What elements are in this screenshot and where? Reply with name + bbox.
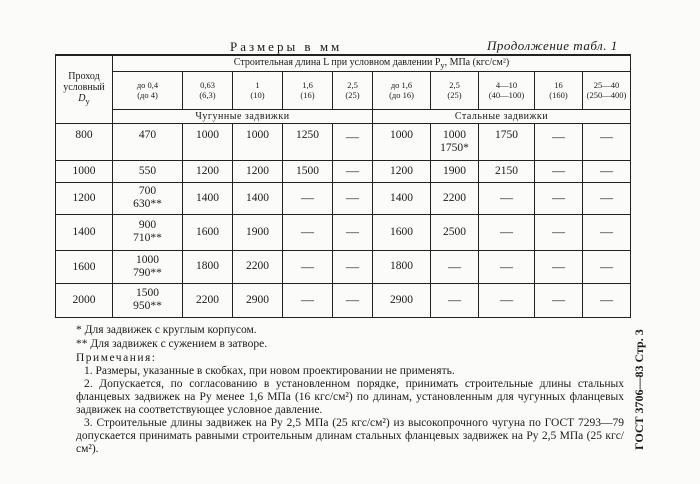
passage-cell: 1000 — [56, 160, 113, 182]
notes-title: Примечания: — [76, 352, 157, 364]
footnote-1: * Для задвижек с круглым корпусом. — [76, 324, 257, 336]
length-cell: 1750 — [479, 123, 535, 160]
length-cell: 1400 — [183, 182, 233, 214]
length-cell: — — [283, 182, 333, 214]
length-cell: — — [479, 250, 535, 283]
length-cell: — — [333, 182, 373, 214]
pressure-column-header: до 1,6 (до 16) — [373, 71, 431, 109]
length-cell: — — [333, 160, 373, 182]
length-cell: 1000 — [233, 123, 283, 160]
passage-cell: 2000 — [56, 283, 113, 317]
length-cell: 2500 — [431, 214, 479, 250]
length-cell: 1500 950** — [113, 283, 183, 317]
pressure-column-header: 2,5 (25) — [333, 71, 373, 109]
length-cell: 1000 1750* — [431, 123, 479, 160]
length-cell: 1600 — [183, 214, 233, 250]
length-header: Строительная длина L при условном давлении $P_у$, МПа (кгс/см²) — [113, 55, 631, 71]
passage-header: Проход условный $D_у$ — [56, 55, 113, 123]
length-cell: 1600 — [373, 214, 431, 250]
length-cell: 900 710** — [113, 214, 183, 250]
length-cell: 2200 — [183, 283, 233, 317]
pressure-column-header: 1 (10) — [233, 71, 283, 109]
length-cell: — — [333, 214, 373, 250]
length-cell: 1000 790** — [113, 250, 183, 283]
length-cell: — — [535, 214, 583, 250]
length-cell: — — [583, 250, 631, 283]
length-cell: 1800 — [183, 250, 233, 283]
length-cell: 470 — [113, 123, 183, 160]
length-cell: — — [535, 250, 583, 283]
length-cell: 2200 — [233, 250, 283, 283]
pressure-column-header: 0,63 (6,3) — [183, 71, 233, 109]
note-1: 1. Размеры, указанные в скобках, при новом проектировании не применять. — [84, 365, 455, 377]
lengths-table — [55, 54, 631, 318]
length-cell: — — [283, 214, 333, 250]
length-cell: — — [333, 250, 373, 283]
dimensions-caption: Размеры в мм — [230, 39, 343, 54]
length-cell: 2900 — [373, 283, 431, 317]
table-row — [56, 123, 631, 160]
passage-cell: 1400 — [56, 214, 113, 250]
table-row — [56, 160, 631, 182]
length-cell: 1000 — [183, 123, 233, 160]
length-cell: 1200 — [373, 160, 431, 182]
pressure-header-row — [56, 71, 631, 109]
table-row — [56, 250, 631, 283]
pressure-column-header: 1,6 (16) — [283, 71, 333, 109]
table-row — [56, 283, 631, 317]
length-cell: 550 — [113, 160, 183, 182]
standard-page-stamp: ГОСТ 3706—83 Стр. 3 — [632, 329, 646, 450]
pressure-column-header: до 0,4 (до 4) — [113, 71, 183, 109]
length-cell: 1400 — [373, 182, 431, 214]
length-cell: 1500 — [283, 160, 333, 182]
length-cell: — — [479, 182, 535, 214]
length-cell: 2900 — [233, 283, 283, 317]
length-cell: — — [583, 283, 631, 317]
length-cell: 1400 — [233, 182, 283, 214]
length-cell: — — [535, 283, 583, 317]
length-cell: 1250 — [283, 123, 333, 160]
passage-cell: 800 — [56, 123, 113, 160]
cast-iron-group: Чугунные задвижки — [113, 109, 373, 123]
notes — [76, 352, 624, 456]
length-cell: — — [583, 160, 631, 182]
table-continuation-caption: Продолжение табл. 1 — [487, 38, 618, 53]
length-cell: — — [479, 214, 535, 250]
pressure-column-header: 2,5 (25) — [431, 71, 479, 109]
length-cell: — — [431, 283, 479, 317]
length-cell: — — [283, 250, 333, 283]
length-cell: — — [535, 123, 583, 160]
length-cell: — — [535, 182, 583, 214]
table-row — [56, 214, 631, 250]
footnote-2: ** Для задвижек с сужением в затворе. — [76, 338, 268, 350]
length-cell: 1900 — [431, 160, 479, 182]
length-cell: 2150 — [479, 160, 535, 182]
length-cell: — — [583, 123, 631, 160]
pressure-column-header: 25—40 (250—400) — [583, 71, 631, 109]
length-cell: 1000 — [373, 123, 431, 160]
length-cell: 1800 — [373, 250, 431, 283]
length-cell: — — [283, 283, 333, 317]
length-cell: 1200 — [183, 160, 233, 182]
passage-cell: 1200 — [56, 182, 113, 214]
steel-group: Стальные задвижки — [373, 109, 631, 123]
length-cell: — — [583, 214, 631, 250]
length-cell: — — [479, 283, 535, 317]
pressure-column-header: 16 (160) — [535, 71, 583, 109]
length-cell: 1200 — [233, 160, 283, 182]
length-cell: — — [583, 182, 631, 214]
length-cell: — — [333, 283, 373, 317]
table-row — [56, 182, 631, 214]
note-2: 2. Допускается, по согласованию в установленном порядке, принимать строительные длины стальных фланцевых задвижек на Pу менее 1,6 МПа (16 кгс/см²) по длинам, установленным для чугунных фланцевых задвижек на соответствующее условное давление. — [76, 378, 624, 416]
length-cell: 700 630** — [113, 182, 183, 214]
passage-cell: 1600 — [56, 250, 113, 283]
length-cell: — — [333, 123, 373, 160]
length-cell: 1900 — [233, 214, 283, 250]
length-cell: — — [431, 250, 479, 283]
length-cell: 2200 — [431, 182, 479, 214]
pressure-column-header: 4—10 (40—100) — [479, 71, 535, 109]
note-3: 3. Строительные длины задвижек на Pу 2,5 МПа (25 кгс/см²) из высокопрочного чугуна по ГОСТ 7293—79 допускается принимать равными строительным длинам стальных фланцевых задвижек на Pу 2,5 МПа (25 кгс/см²). — [76, 417, 624, 455]
footnotes — [76, 323, 267, 351]
length-cell: — — [535, 160, 583, 182]
